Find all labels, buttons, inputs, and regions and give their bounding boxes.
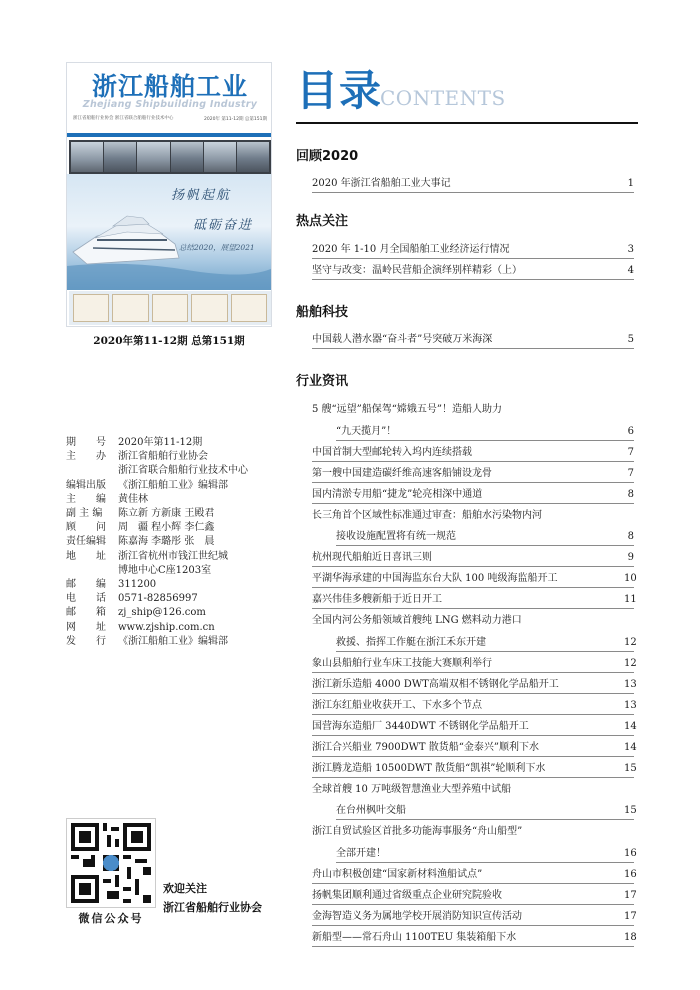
info-value: 浙江省杭州市钱江世纪城 — [118, 550, 228, 562]
entry-title: 扬帆集团顺利通过省级重点企业研究院验收 — [312, 890, 502, 901]
entry-page: 10 — [624, 573, 637, 584]
entry-title: 国内清淤专用船“捷龙”轮亮相深中通道 — [312, 489, 483, 500]
info-row — [66, 436, 296, 450]
certificate-image — [231, 294, 267, 322]
cover-certificates — [69, 291, 271, 325]
cover-photo-strip — [69, 140, 271, 174]
toc-entry[interactable] — [312, 593, 637, 609]
masthead-info — [66, 436, 296, 649]
toc-entry[interactable] — [312, 333, 634, 349]
info-row — [66, 592, 296, 606]
toc-entry[interactable] — [336, 636, 637, 652]
entry-page: 16 — [624, 848, 637, 859]
info-row — [66, 635, 296, 649]
cover-slogan-2: 砥砺奋进 — [193, 218, 254, 233]
cover-title: 浙江船舶工业 — [91, 72, 248, 101]
info-label: 副 主 编 — [66, 508, 103, 520]
info-label: 邮 箱 — [66, 607, 106, 619]
entry-page: 12 — [624, 637, 637, 648]
toc-heading-en: CONTENTS — [380, 86, 506, 110]
toc-entry[interactable] — [312, 446, 634, 462]
cover-issue-tag: 2020年 第11-12期 总第151期 — [204, 117, 267, 122]
toc-entry[interactable] — [312, 551, 634, 567]
info-row — [66, 606, 296, 620]
certificate-image — [73, 294, 109, 322]
toc-entry[interactable] — [312, 889, 637, 905]
toc-entry[interactable] — [312, 720, 637, 736]
entry-page: 9 — [627, 552, 634, 563]
info-value: 陈立新 方新康 王殿君 — [118, 508, 215, 520]
entry-first-line[interactable]: 长三角首个区域性标准通过审查：船舶水污染物内河 — [312, 510, 542, 521]
entry-page: 1 — [627, 178, 634, 189]
toc-entry[interactable] — [312, 762, 637, 778]
entry-title: 杭州现代船舶近日喜讯三则 — [312, 552, 432, 563]
entry-title: 中国载人潜水器“奋斗者”号突破万米海深 — [312, 334, 493, 345]
toc-entry[interactable] — [312, 910, 637, 926]
info-label — [66, 564, 118, 578]
entry-title: 国营海东造船厂 3440DWT 不锈钢化学品船开工 — [312, 721, 529, 732]
cover-info-strip — [73, 115, 267, 131]
info-value: 黄佳林 — [118, 493, 148, 505]
welcome-text — [163, 879, 262, 917]
entry-title: 平湖华海承建的中国海监东台大队 100 吨级海监船开工 — [312, 573, 558, 584]
info-value: 311200 — [118, 579, 157, 591]
email-value[interactable]: zj_ship@126.com — [118, 607, 206, 619]
info-label: 邮 编 — [66, 579, 106, 591]
info-label: 主 编 — [66, 493, 106, 505]
cover-photo — [171, 142, 203, 172]
info-label: 网 址 — [66, 621, 106, 633]
info-label: 期 号 — [66, 437, 106, 448]
info-label: 顾 问 — [66, 522, 106, 534]
entry-title: 象山县船舶行业车床工技能大赛顺利举行 — [312, 658, 492, 669]
entry-page: 17 — [624, 890, 637, 901]
welcome-line-1: 欢迎关注 — [163, 882, 207, 895]
section-heading: 船舶科技 — [296, 305, 349, 320]
certificate-image — [112, 294, 148, 322]
certificate-image — [191, 294, 227, 322]
cover-publisher: 浙江省船舶行业协会 浙江省联合船舶行业技术中心 — [73, 116, 174, 121]
info-row — [66, 564, 296, 578]
info-row — [66, 535, 296, 549]
entry-title: 舟山市积极创建“国家新材料渔船试点” — [312, 869, 483, 880]
info-label — [66, 464, 118, 478]
website-value[interactable]: www.zjship.com.cn — [118, 621, 215, 633]
toc-entry[interactable] — [312, 741, 637, 757]
info-value: 2020年第11-12期 — [118, 437, 203, 448]
toc-entry[interactable] — [312, 868, 637, 884]
entry-title: 嘉兴伟佳多艘新船于近日开工 — [312, 594, 442, 605]
info-value: 浙江省联合船舶行业技术中心 — [118, 465, 248, 477]
cover-photo — [237, 142, 269, 172]
toc-entry[interactable] — [336, 847, 637, 863]
cover-photo — [71, 142, 103, 172]
entry-title: 2020 年浙江省船舶工业大事记 — [312, 178, 451, 189]
entry-title: “九天揽月”！ — [336, 426, 397, 437]
entry-title: 救援、指挥工作艇在浙江禾东开建 — [336, 637, 486, 648]
entry-page: 17 — [624, 911, 637, 922]
section-heading: 回顾2020 — [296, 149, 359, 164]
toc-entry[interactable] — [312, 264, 634, 280]
toc-entry[interactable] — [312, 931, 637, 947]
entry-page: 5 — [627, 334, 634, 345]
info-row — [66, 479, 296, 493]
cover-subtitle: Zhejiang Shipbuilding Industry — [82, 99, 258, 110]
info-label: 主 办 — [66, 451, 106, 463]
certificate-image — [152, 294, 188, 322]
issue-caption: 2020年第11-12期 总第151期 — [93, 335, 245, 347]
info-row — [66, 621, 296, 635]
welcome-line-2: 浙江省船舶行业协会 — [163, 901, 262, 914]
cover-slogan-3: 总结2020，展望2021 — [179, 243, 255, 252]
entry-page: 8 — [627, 489, 634, 500]
entry-title: 2020 年 1-10 月全国船舶工业经济运行情况 — [312, 244, 510, 255]
info-value: 陈嘉海 李璐彤 张 晨 — [118, 536, 215, 548]
toc-entry[interactable] — [312, 243, 634, 259]
wechat-qr-code — [66, 818, 156, 908]
info-label: 地 址 — [66, 550, 106, 562]
entry-title: 浙江新乐造船 4000 DWT高端双相不锈钢化学品船开工 — [312, 679, 559, 690]
entry-title: 浙江东红船业收获开工、下水多个节点 — [312, 700, 482, 711]
entry-page: 15 — [624, 763, 637, 774]
entry-title: 中国首制大型邮轮转入坞内连续搭载 — [312, 447, 472, 458]
toc-entry[interactable] — [336, 804, 637, 820]
info-label: 发 行 — [66, 635, 106, 647]
entry-title: 第一艘中国建造碳纤维高速客船铺设龙骨 — [312, 468, 492, 479]
info-value: 周 疆 程小辉 李仁鑫 — [118, 522, 215, 534]
toc-entry[interactable] — [336, 530, 634, 546]
entry-page: 8 — [627, 531, 634, 542]
toc-heading: 目录 — [296, 66, 383, 115]
toc-entry[interactable] — [312, 572, 637, 588]
entry-title: 在台州枫叶交船 — [336, 805, 406, 816]
info-row — [66, 464, 296, 478]
toc-entry[interactable] — [312, 177, 634, 193]
entry-page: 7 — [627, 447, 634, 458]
entry-page: 13 — [624, 679, 637, 690]
info-row — [66, 507, 296, 521]
info-row — [66, 450, 296, 464]
entry-page: 3 — [627, 244, 634, 255]
entry-first-line[interactable]: 浙江自贸试验区首批多功能海事服务“舟山船型” — [312, 826, 523, 837]
cover-photo — [104, 142, 136, 172]
section-heading: 热点关注 — [296, 214, 349, 229]
entry-page: 4 — [627, 265, 634, 276]
entry-page: 7 — [627, 468, 634, 479]
entry-page: 11 — [624, 594, 637, 605]
entry-first-line[interactable]: 5 艘“远望”船保驾“嫦娥五号”！造船人助力 — [312, 404, 502, 415]
entry-page: 6 — [627, 426, 634, 437]
info-label: 编辑出版 — [66, 479, 106, 491]
entry-title: 金海智造义务为属地学校开展消防知识宣传活动 — [312, 911, 522, 922]
qr-code-icon — [67, 819, 155, 907]
entry-first-line[interactable]: 全球首艘 10 万吨级智慧渔业大型养殖中试船 — [312, 784, 512, 795]
info-value: 浙江省船舶行业协会 — [118, 451, 208, 463]
info-row — [66, 578, 296, 592]
info-value: 博地中心C座1203室 — [118, 564, 212, 576]
qr-caption: 微信公众号 — [78, 912, 144, 925]
entry-page: 12 — [624, 658, 637, 669]
entry-page: 16 — [624, 869, 637, 880]
info-value: 《浙江船舶工业》编辑部 — [118, 479, 228, 491]
entry-title: 浙江腾龙造船 10500DWT 散货船“凯祺”轮顺利下水 — [312, 763, 546, 774]
entry-first-line[interactable]: 全国内河公务船领域首艘纯 LNG 燃料动力港口 — [312, 615, 522, 626]
magazine-cover — [66, 62, 272, 327]
entry-page: 13 — [624, 700, 637, 711]
entry-title: 全部开建！ — [336, 848, 386, 859]
entry-page: 18 — [624, 932, 637, 943]
entry-page: 14 — [624, 742, 637, 753]
cover-photo — [137, 142, 169, 172]
entry-title: 浙江合兴船业 7900DWT 散货船“金泰兴”顺利下水 — [312, 742, 539, 753]
toc-entry[interactable] — [336, 425, 634, 441]
toc-entry[interactable] — [312, 699, 637, 715]
info-label: 责任编辑 — [66, 536, 106, 548]
info-row — [66, 493, 296, 507]
cover-divider — [67, 133, 272, 137]
entry-title: 坚守与改变：温岭民营船企演绎别样精彩（上） — [312, 265, 522, 276]
info-label: 电 话 — [66, 593, 106, 605]
cover-photo — [204, 142, 236, 172]
toc-entry[interactable] — [312, 678, 637, 694]
cover-yacht-image — [67, 174, 272, 290]
toc-entry[interactable] — [312, 488, 634, 504]
entry-title: 接收设施配置将有统一规范 — [336, 531, 456, 542]
cover-slogan-1: 扬帆起航 — [171, 188, 232, 203]
entry-title: 新船型——常石舟山 1100TEU 集装箱船下水 — [312, 932, 517, 943]
entry-page: 14 — [624, 721, 637, 732]
section-heading: 行业资讯 — [296, 374, 349, 389]
toc-entry[interactable] — [312, 657, 637, 673]
info-row — [66, 521, 296, 535]
info-value: 《浙江船舶工业》编辑部 — [118, 635, 228, 647]
toc-divider — [296, 122, 638, 124]
info-value: 0571-82856997 — [118, 593, 198, 605]
info-row — [66, 550, 296, 564]
entry-page: 15 — [624, 805, 637, 816]
toc-entry[interactable] — [312, 467, 634, 483]
